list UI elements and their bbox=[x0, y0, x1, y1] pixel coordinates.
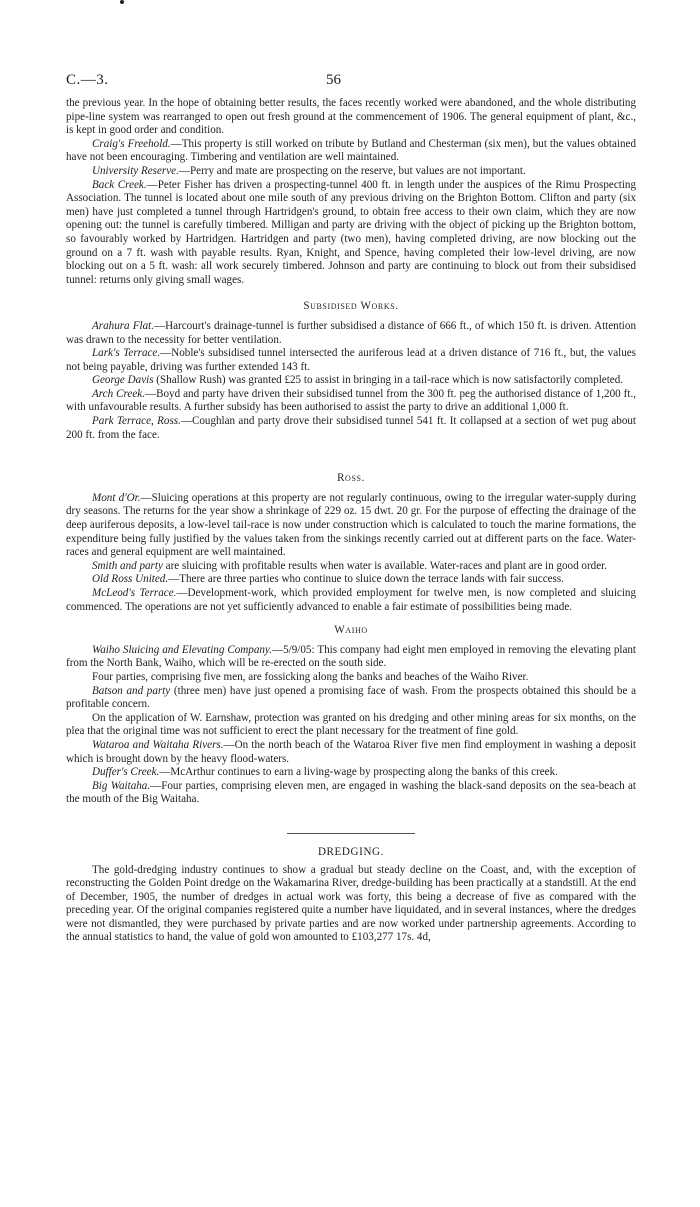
page-number: 56 bbox=[326, 72, 341, 88]
paragraph bbox=[66, 374, 636, 388]
report-reference: C.—3. bbox=[66, 72, 109, 88]
paragraph bbox=[66, 179, 636, 288]
paragraph-lead: McLeod's Terrace. bbox=[92, 587, 177, 599]
paragraph bbox=[66, 671, 636, 685]
paragraph-lead: Lark's Terrace. bbox=[92, 347, 161, 360]
paragraph bbox=[66, 739, 636, 766]
paragraph bbox=[66, 492, 636, 560]
paragraph-body: —Boyd and party have driven their subsidised tunnel from the 300 ft. peg the authorised distance of 1,200 ft., with unfavourable results. A further subsidy has been authorised to assist the party to drive an additional 1,000 ft. bbox=[66, 387, 636, 414]
paragraph-lead: Duffer's Creek. bbox=[92, 766, 160, 779]
paragraph bbox=[66, 320, 636, 347]
paragraph-body: —This property is still worked on tribute by Butland and Chesterman (six men), but the values obtained have not been encouraging. Timbering and ventilation are well maintained. bbox=[66, 137, 636, 164]
paragraph-body: —Sluicing operations at this property are not regularly continuous, owing to the irregular water-supply during dry seasons. The returns for the year show a shrinkage of 229 oz. 15 dwt. 20 gr. For the purpose of effecting the drainage of the deep auriferous deposits, a low-level tail-race is now under construction which is calculated to touch the marine formations, the expenditure being fully justified by the values taken from the sinkings recently carried out at different parts on the face. Water-races and general equipment are well maintained. bbox=[66, 491, 636, 559]
paragraph-lead: George Davis bbox=[92, 374, 154, 387]
paragraph-lead: Big Waitaha. bbox=[92, 779, 151, 792]
paragraph-body: Four parties, comprising five men, are fossicking along the banks and beaches of the Waiho River. bbox=[92, 670, 529, 683]
paragraph bbox=[66, 573, 636, 587]
paragraph-body: the previous year. In the hope of obtaining better results, the faces recently worked were abandoned, and the whole distributing pipe-line system was rearranged to open out fresh ground at the commencement of 1906. The general equipment of plant, &c., is kept in good order and condition. bbox=[66, 97, 636, 137]
paragraph-body: —Noble's subsidised tunnel intersected the auriferous lead at a driven distance of 716 ft., but, the values not being payable, driving was further extended 143 ft. bbox=[66, 347, 636, 373]
paragraph bbox=[66, 347, 636, 374]
waiho-heading: Waiho bbox=[334, 624, 368, 637]
paragraph-body: —On the north beach of the Wataroa River five men find employment in washing a deposit which is brought down by the heavy flood-waters. bbox=[66, 738, 636, 765]
paragraph-body: —Four parties, comprising eleven men, are engaged in washing the black-sand deposits on the sea-beach at the mouth of the Big Waitaha. bbox=[66, 779, 636, 806]
paragraph bbox=[66, 864, 636, 946]
ross-section bbox=[66, 492, 636, 614]
paragraph-lead: Old Ross United. bbox=[92, 573, 169, 586]
paragraph-body: —Peter Fisher has driven a prospecting-tunnel 400 ft. in length under the auspices of the Rimu Prospecting Association. The tunnel is located about one mile south of any previous driving on the Brighton Bottom. Clifton and party (six men) have just completed a tunnel through Hartridgen's ground, to obtain free access to their own claim, which they are now opening out: the tunnel is carefully timbered. Milligan and party are driving with the object of picking up the Brighton bottom, so favourably worked by Hartridgen. Hartridgen and party (two men), having completed driving, are now blocking out the ground on a 7 ft. wash with payable results. Ryan, Knight, and Spence, having completed their low-level driving, are now blocking out on a 5 ft. wash: all work securely timbered. Johnson and party are continuing to block out from their subsidised tunnel: returns only giving small wages. bbox=[66, 178, 637, 286]
paragraph-body: are sluicing with profitable results when water is available. Water-races and plant are in good order. bbox=[162, 559, 607, 572]
paragraph bbox=[66, 388, 636, 415]
dredging-heading: DREDGING. bbox=[317, 845, 385, 858]
paragraph-body: (three men) have just opened a promising face of wash. From the prospects obtained this should be a profitable concern. bbox=[66, 684, 636, 711]
paragraph-body: —McArthur continues to earn a living-wage by prospecting along the banks of this creek. bbox=[159, 766, 558, 779]
paragraph-body: On the application of W. Earnshaw, protection was granted on his dredging and other mining areas for six months, on the plea that the original time was not sufficient to erect the plant necessary for the treatment of fine gold. bbox=[66, 711, 636, 738]
paragraph bbox=[66, 97, 636, 138]
paragraph bbox=[66, 780, 636, 807]
paragraph-body: —Development-work, which provided employment for twelve men, is now completed and sluicing commenced. The operations are not yet sufficiently advanced to enable a fair estimate of possibilities being made. bbox=[66, 587, 636, 613]
paragraph-body: —Harcourt's drainage-tunnel is further subsidised a distance of 666 ft., of which 150 ft. is driven. Attention was drawn to the necessity for better ventilation. bbox=[66, 319, 636, 346]
paragraph-body: —Perry and mate are prospecting on the reserve, but values are not important. bbox=[178, 164, 526, 177]
paragraph bbox=[66, 766, 636, 780]
paragraph-lead: Smith and party bbox=[92, 559, 163, 572]
paragraph-lead: Park Terrace, Ross. bbox=[92, 415, 181, 428]
paragraph-lead: Batson and party bbox=[92, 684, 171, 697]
paragraph-body: —There are three parties who continue to sluice down the terrace lands with fair success. bbox=[168, 573, 564, 586]
paragraph-body: (Shallow Rush) was granted £25 to assist in bringing in a tail-race which is now satisfactorily completed. bbox=[153, 374, 624, 387]
subsidised-works-section bbox=[66, 320, 636, 442]
continued-section bbox=[66, 97, 636, 287]
paragraph bbox=[66, 587, 636, 614]
paragraph-lead: Waiho Sluicing and Elevating Company. bbox=[92, 643, 273, 656]
paragraph-body: —5/9/05: This company had eight men employed in removing the elevating plant from the North Bank, Waiho, which will be re-erected on the south side. bbox=[66, 643, 637, 670]
paragraph-lead: Mont d'Or. bbox=[92, 491, 141, 504]
paragraph-lead: Back Creek. bbox=[92, 178, 147, 191]
paragraph bbox=[66, 138, 636, 165]
paragraph bbox=[66, 415, 636, 442]
paragraph bbox=[66, 644, 636, 671]
paragraph bbox=[66, 560, 636, 574]
paragraph-lead: Wataroa and Waitaha Rivers. bbox=[92, 738, 224, 751]
paragraph bbox=[66, 165, 636, 179]
paragraph-body: The gold-dredging industry continues to show a gradual but steady decline on the Coast, and, with the exception of reconstructing the Golden Point dredge on the Wakamarina River, dredge-building has been practically at a standstill. At the end of December, 1905, the number of dredges in actual work was forty, this being a decrease of five as compared with the preceding year. Of the original companies registered quite a number have liquidated, and in several instances, where the dredges were not dismantled, they were purchased by private parties and are now worked under partnership agreements. According to the annual statistics to hand, the value of gold won amounted to £103,277 17s. 4d, bbox=[66, 863, 636, 944]
paragraph-lead: University Reserve. bbox=[92, 164, 179, 177]
report-body bbox=[66, 97, 636, 945]
paragraph bbox=[66, 712, 636, 739]
paragraph bbox=[66, 685, 636, 712]
dredging-section bbox=[66, 864, 636, 946]
page-mark bbox=[120, 0, 124, 4]
paragraph-body: —Coughlan and party drove their subsidised tunnel 541 ft. It collapsed at a section of wet pug about 200 ft. from the face. bbox=[66, 415, 636, 441]
section-divider bbox=[287, 833, 415, 834]
ross-heading: Ross. bbox=[337, 472, 365, 485]
paragraph-lead: Arch Creek. bbox=[92, 387, 145, 400]
waiho-section bbox=[66, 644, 636, 807]
subsidised-works-heading: Subsidised Works. bbox=[303, 300, 399, 313]
paragraph-lead: Craig's Freehold. bbox=[92, 137, 171, 150]
paragraph-lead: Arahura Flat. bbox=[92, 319, 154, 332]
